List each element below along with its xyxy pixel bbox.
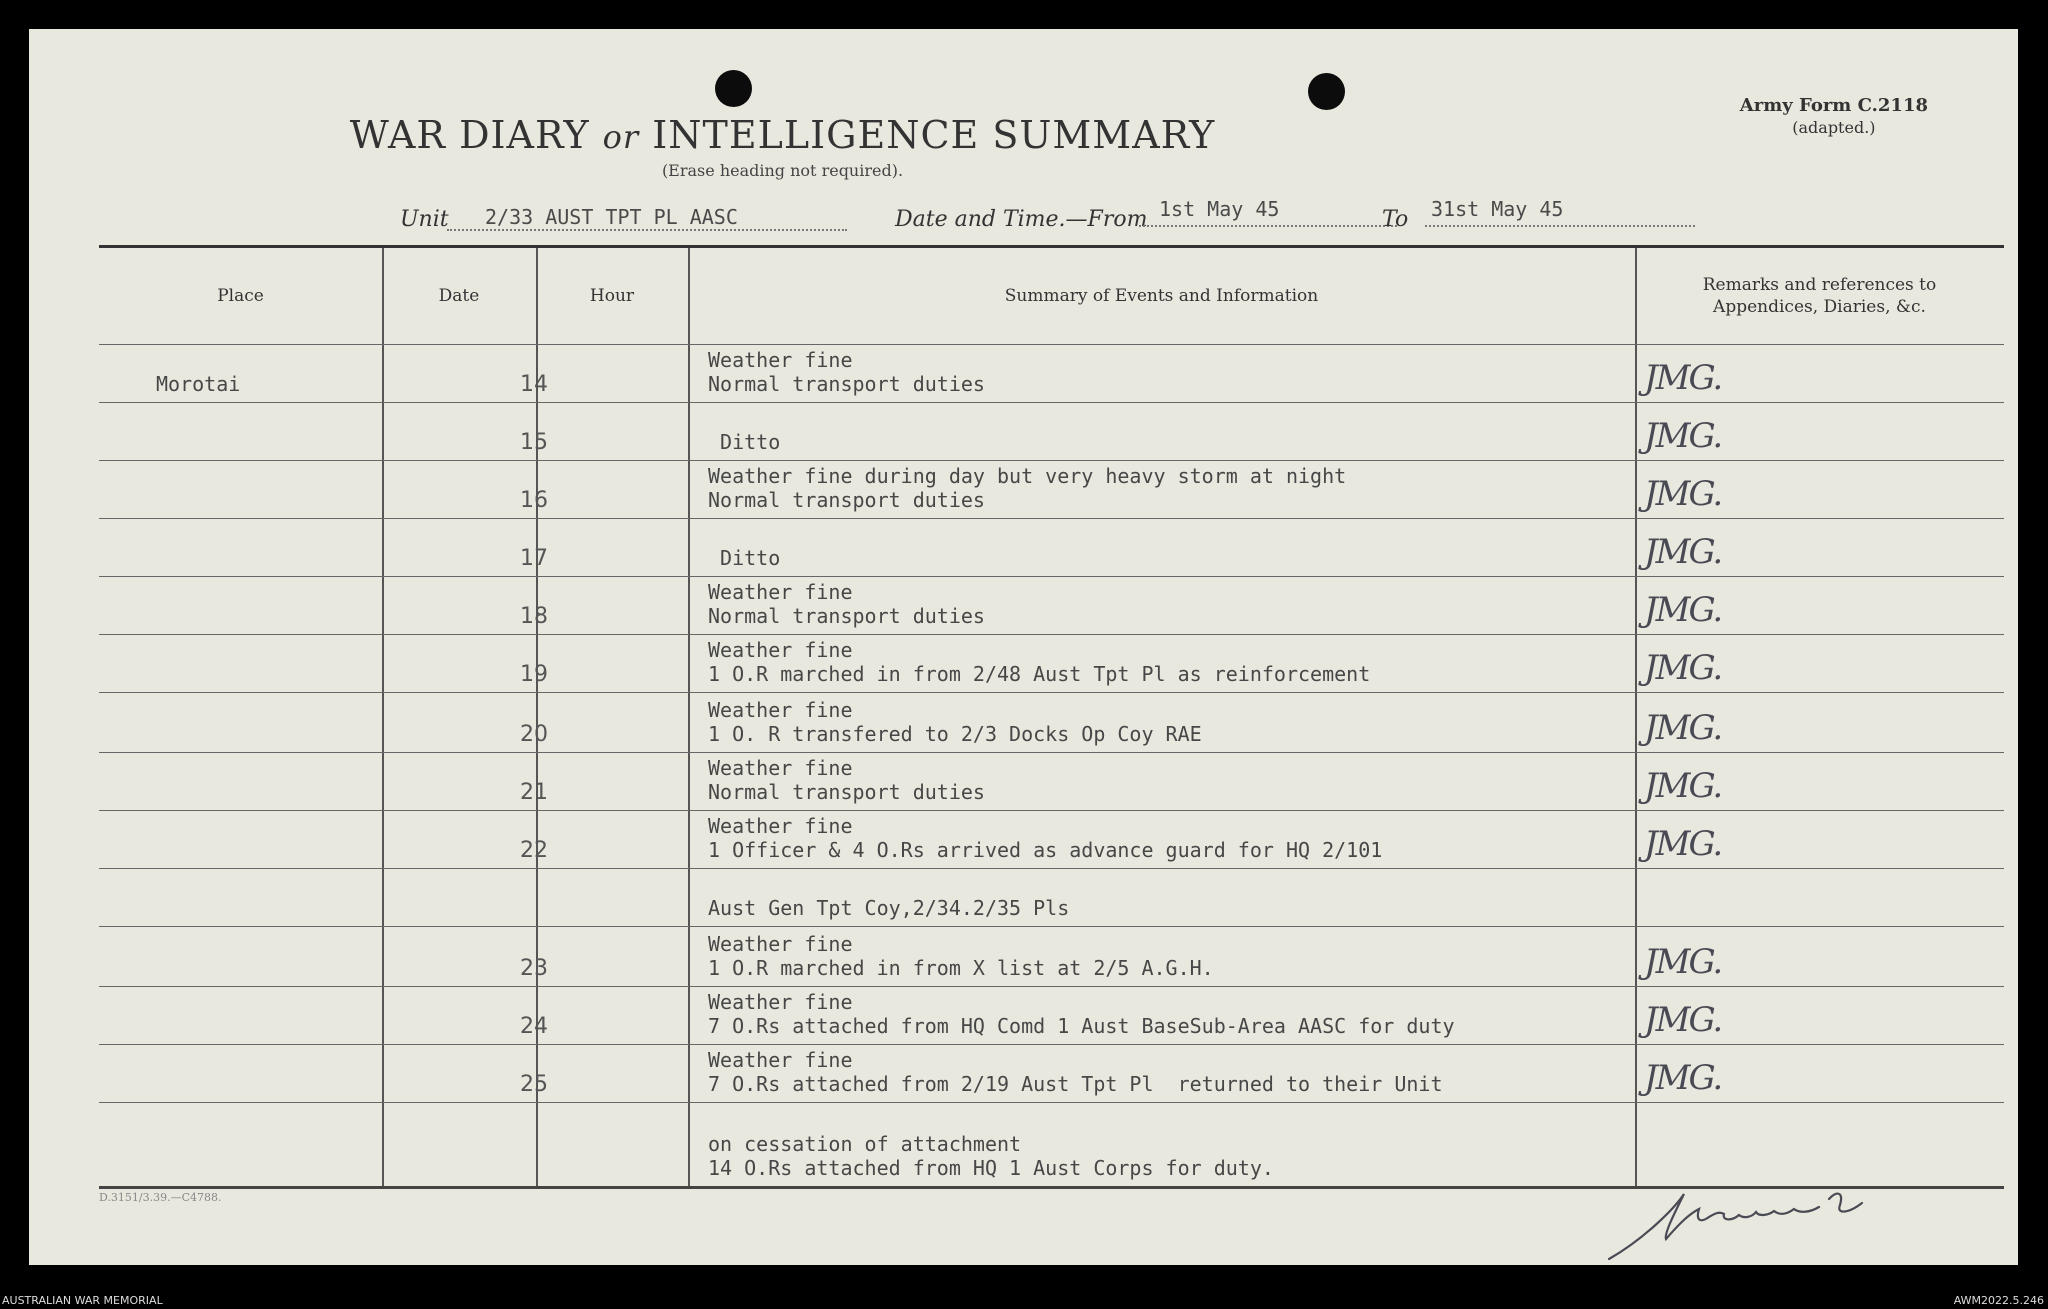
date-header-text: Date [438, 286, 480, 306]
remarks-initials: JMG. [1644, 824, 1722, 864]
form-adapted-text: (adapted.) [1792, 118, 1876, 137]
summary-line-1: Weather fine [708, 990, 853, 1014]
summary-line-1: Weather fine [708, 1048, 853, 1072]
summary-line-2: Normal transport duties [708, 780, 985, 804]
remarks-initials: JMG. [1644, 358, 1722, 398]
table-row [99, 1044, 2004, 1102]
summary-line-1: Weather fine [708, 348, 853, 372]
remarks-initials: JMG. [1644, 1058, 1722, 1098]
table-row [99, 634, 2004, 692]
column-header-summary [688, 248, 1635, 344]
table-row [99, 518, 2004, 576]
table-row [99, 576, 2004, 634]
summary-line-2: Ditto [708, 546, 781, 570]
column-header-place [99, 248, 382, 344]
remarks-initials: JMG. [1644, 766, 1722, 806]
unit-label: Unit [400, 207, 449, 232]
to-label: To [1382, 207, 1409, 232]
summary-line-2: Normal transport duties [708, 604, 985, 628]
date-time-label: Date and Time.—From [895, 207, 1148, 232]
date-cell: 22 [520, 838, 548, 863]
title-or: or [602, 118, 640, 156]
table-row [99, 868, 2004, 926]
summary-line-2: Aust Gen Tpt Coy,2/34.2/35 Pls [708, 896, 1070, 920]
title-part1: WAR DIARY [349, 113, 590, 157]
remarks-initials: JMG. [1644, 532, 1722, 572]
form-subtitle: (Erase heading not required). [661, 161, 904, 180]
remarks-header-line1: Remarks and references to [1702, 275, 1937, 295]
punch-hole-left [715, 70, 752, 107]
table-row [99, 344, 2004, 402]
summary-line-2: 1 O.R marched in from X list at 2/5 A.G.H. [708, 956, 1214, 980]
summary-line-1: Weather fine during day but very heavy storm at night [708, 464, 1347, 488]
date-cell: 18 [520, 604, 548, 629]
table-row [99, 926, 2004, 986]
summary-line-2: 14 O.Rs attached from HQ 1 Aust Corps for duty. [708, 1156, 1274, 1180]
table-row [99, 460, 2004, 518]
date-cell: 19 [520, 662, 548, 687]
summary-line-1: Weather fine [708, 698, 853, 722]
title-part2: INTELLIGENCE SUMMARY [652, 113, 1216, 157]
summary-line-2: 1 Officer & 4 O.Rs arrived as advance guard for HQ 2/101 [708, 838, 1383, 862]
remarks-initials: JMG. [1644, 648, 1722, 688]
remarks-header-line2: Appendices, Diaries, &c. [1713, 297, 1926, 317]
watermark-left: AUSTRALIAN WAR MEMORIAL [2, 1294, 163, 1307]
officer-signature [1604, 1179, 1914, 1269]
summary-line-1: Weather fine [708, 638, 853, 662]
summary-line-2: 7 O.Rs attached from 2/19 Aust Tpt Pl returned to their Unit [708, 1072, 1443, 1096]
date-cell: 25 [520, 1072, 548, 1097]
remarks-initials: JMG. [1644, 416, 1722, 456]
summary-line-2: Normal transport duties [708, 372, 985, 396]
table-row [99, 810, 2004, 868]
table-row [99, 1102, 2004, 1186]
place-header-text: Place [217, 286, 264, 306]
table-row [99, 986, 2004, 1044]
place-cell: Morotai [156, 372, 241, 396]
summary-line-1: Weather fine [708, 756, 853, 780]
column-header-remarks [1635, 248, 2004, 344]
summary-line-2: 1 O.R marched in from 2/48 Aust Tpt Pl as reinforcement [708, 662, 1371, 686]
form-title [29, 113, 1536, 157]
remarks-initials: JMG. [1644, 708, 1722, 748]
remarks-initials: JMG. [1644, 942, 1722, 982]
date-cell: 14 [520, 372, 548, 397]
date-cell: 23 [520, 956, 548, 981]
unit-value: 2/33 AUST TPT PL AASC [485, 205, 738, 229]
date-cell: 15 [520, 430, 548, 455]
remarks-initials: JMG. [1644, 590, 1722, 630]
form-number-text: Army Form C.2118 [1739, 95, 1928, 116]
summary-line-1: on cessation of attachment [708, 1132, 1022, 1156]
summary-line-1: Weather fine [708, 580, 853, 604]
summary-line-2: 7 O.Rs attached from HQ Comd 1 Aust BaseSub-Area AASC for duty [708, 1014, 1455, 1038]
summary-line-1: Weather fine [708, 932, 853, 956]
summary-line-2: Ditto [708, 430, 781, 454]
date-to-value: 31st May 45 [1431, 197, 1564, 221]
table-row [99, 692, 2004, 752]
summary-line-2: 1 O. R transfered to 2/3 Docks Op Coy RAE [708, 722, 1202, 746]
table-row [99, 752, 2004, 810]
date-from-value: 1st May 45 [1159, 197, 1280, 221]
date-cell: 20 [520, 722, 548, 747]
summary-line-2: Normal transport duties [708, 488, 985, 512]
summary-header-text: Summary of Events and Information [1004, 286, 1319, 306]
date-cell: 16 [520, 488, 548, 513]
remarks-initials: JMG. [1644, 1000, 1722, 1040]
punch-hole-right [1308, 73, 1345, 110]
date-cell: 24 [520, 1014, 548, 1039]
date-cell: 17 [520, 546, 548, 571]
print-code: D.3151/3.39.—C4788. [99, 1191, 222, 1204]
remarks-initials: JMG. [1644, 474, 1722, 514]
hour-header-text: Hour [589, 286, 635, 306]
diary-table [99, 245, 2004, 1189]
table-row [99, 402, 2004, 460]
column-header-date [382, 248, 536, 344]
diary-page [29, 29, 2018, 1265]
summary-line-1: Weather fine [708, 814, 853, 838]
date-cell: 21 [520, 780, 548, 805]
watermark-right: AWM2022.5.246 [1953, 1294, 2044, 1307]
army-form-number [1740, 95, 1928, 139]
column-header-hour [536, 248, 688, 344]
